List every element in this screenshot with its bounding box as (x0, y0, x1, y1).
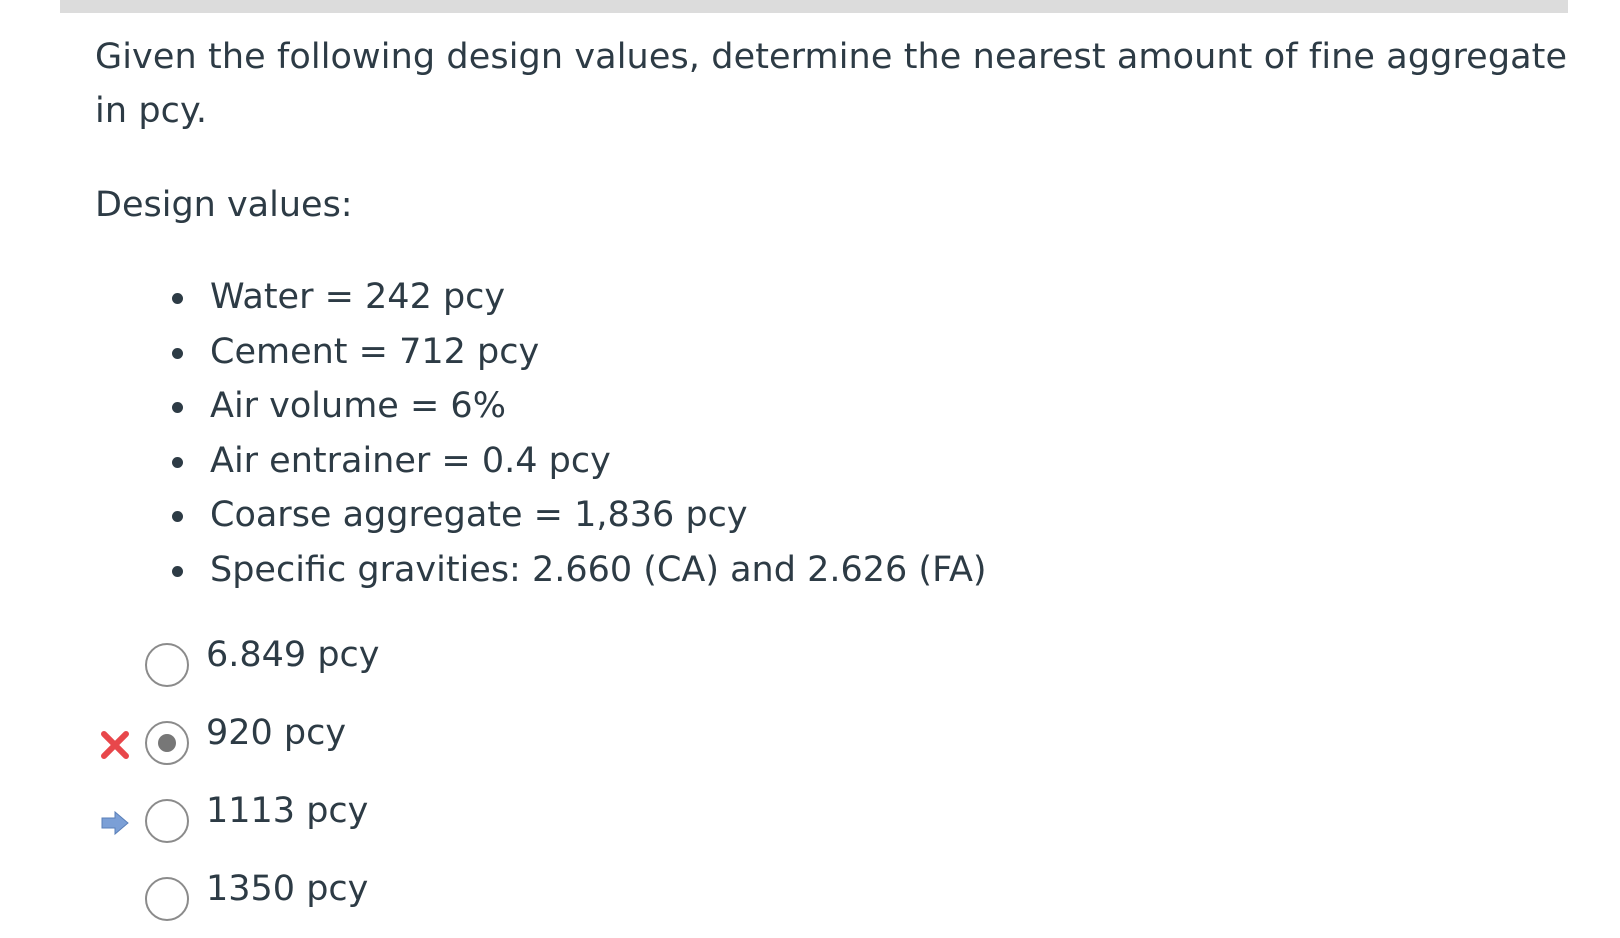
design-value-item (160, 270, 987, 325)
answer-label: 920 pcy (206, 713, 347, 753)
design-value-item (160, 434, 987, 489)
design-value-text: Air entrainer = 0.4 pcy (210, 440, 611, 481)
design-value-text: Specific gravities: 2.660 (CA) and 2.626 (FA) (210, 549, 987, 590)
design-values-heading: Design values: (95, 185, 353, 225)
correct-arrow-icon (100, 808, 130, 838)
answer-label: 1350 pcy (206, 869, 369, 909)
answer-label: 6.849 pcy (206, 635, 380, 675)
bullet-icon (172, 348, 183, 359)
answer-option-4[interactable] (95, 864, 795, 924)
bullet-icon (172, 457, 183, 468)
bullet-icon (172, 566, 183, 577)
bullet-icon (172, 293, 183, 304)
radio-button[interactable] (145, 799, 189, 843)
design-value-text: Cement = 712 pcy (210, 331, 540, 372)
design-value-text: Coarse aggregate = 1,836 pcy (210, 495, 748, 535)
design-value-item (160, 379, 987, 434)
answer-option-1[interactable] (95, 630, 795, 690)
bullet-icon (172, 511, 183, 522)
question-text (95, 30, 1575, 138)
design-value-text: Water = 242 pcy (210, 277, 506, 317)
question-prompt: Given the following design values, determine the nearest amount of fine aggregate in pcy. (95, 37, 1568, 131)
answer-option-2[interactable] (95, 708, 795, 768)
radio-button[interactable] (145, 877, 189, 921)
incorrect-x-icon (100, 730, 130, 760)
top-divider-bar (60, 0, 1568, 13)
design-values-list (160, 270, 987, 597)
design-value-text: Air volume = 6% (210, 386, 506, 426)
design-value-item (160, 543, 987, 598)
bullet-icon (172, 402, 183, 413)
radio-button-selected[interactable] (145, 721, 189, 765)
answer-option-3[interactable] (95, 786, 795, 846)
answer-label: 1113 pcy (206, 791, 369, 831)
design-value-item (160, 325, 987, 380)
design-value-item (160, 488, 987, 543)
radio-button[interactable] (145, 643, 189, 687)
